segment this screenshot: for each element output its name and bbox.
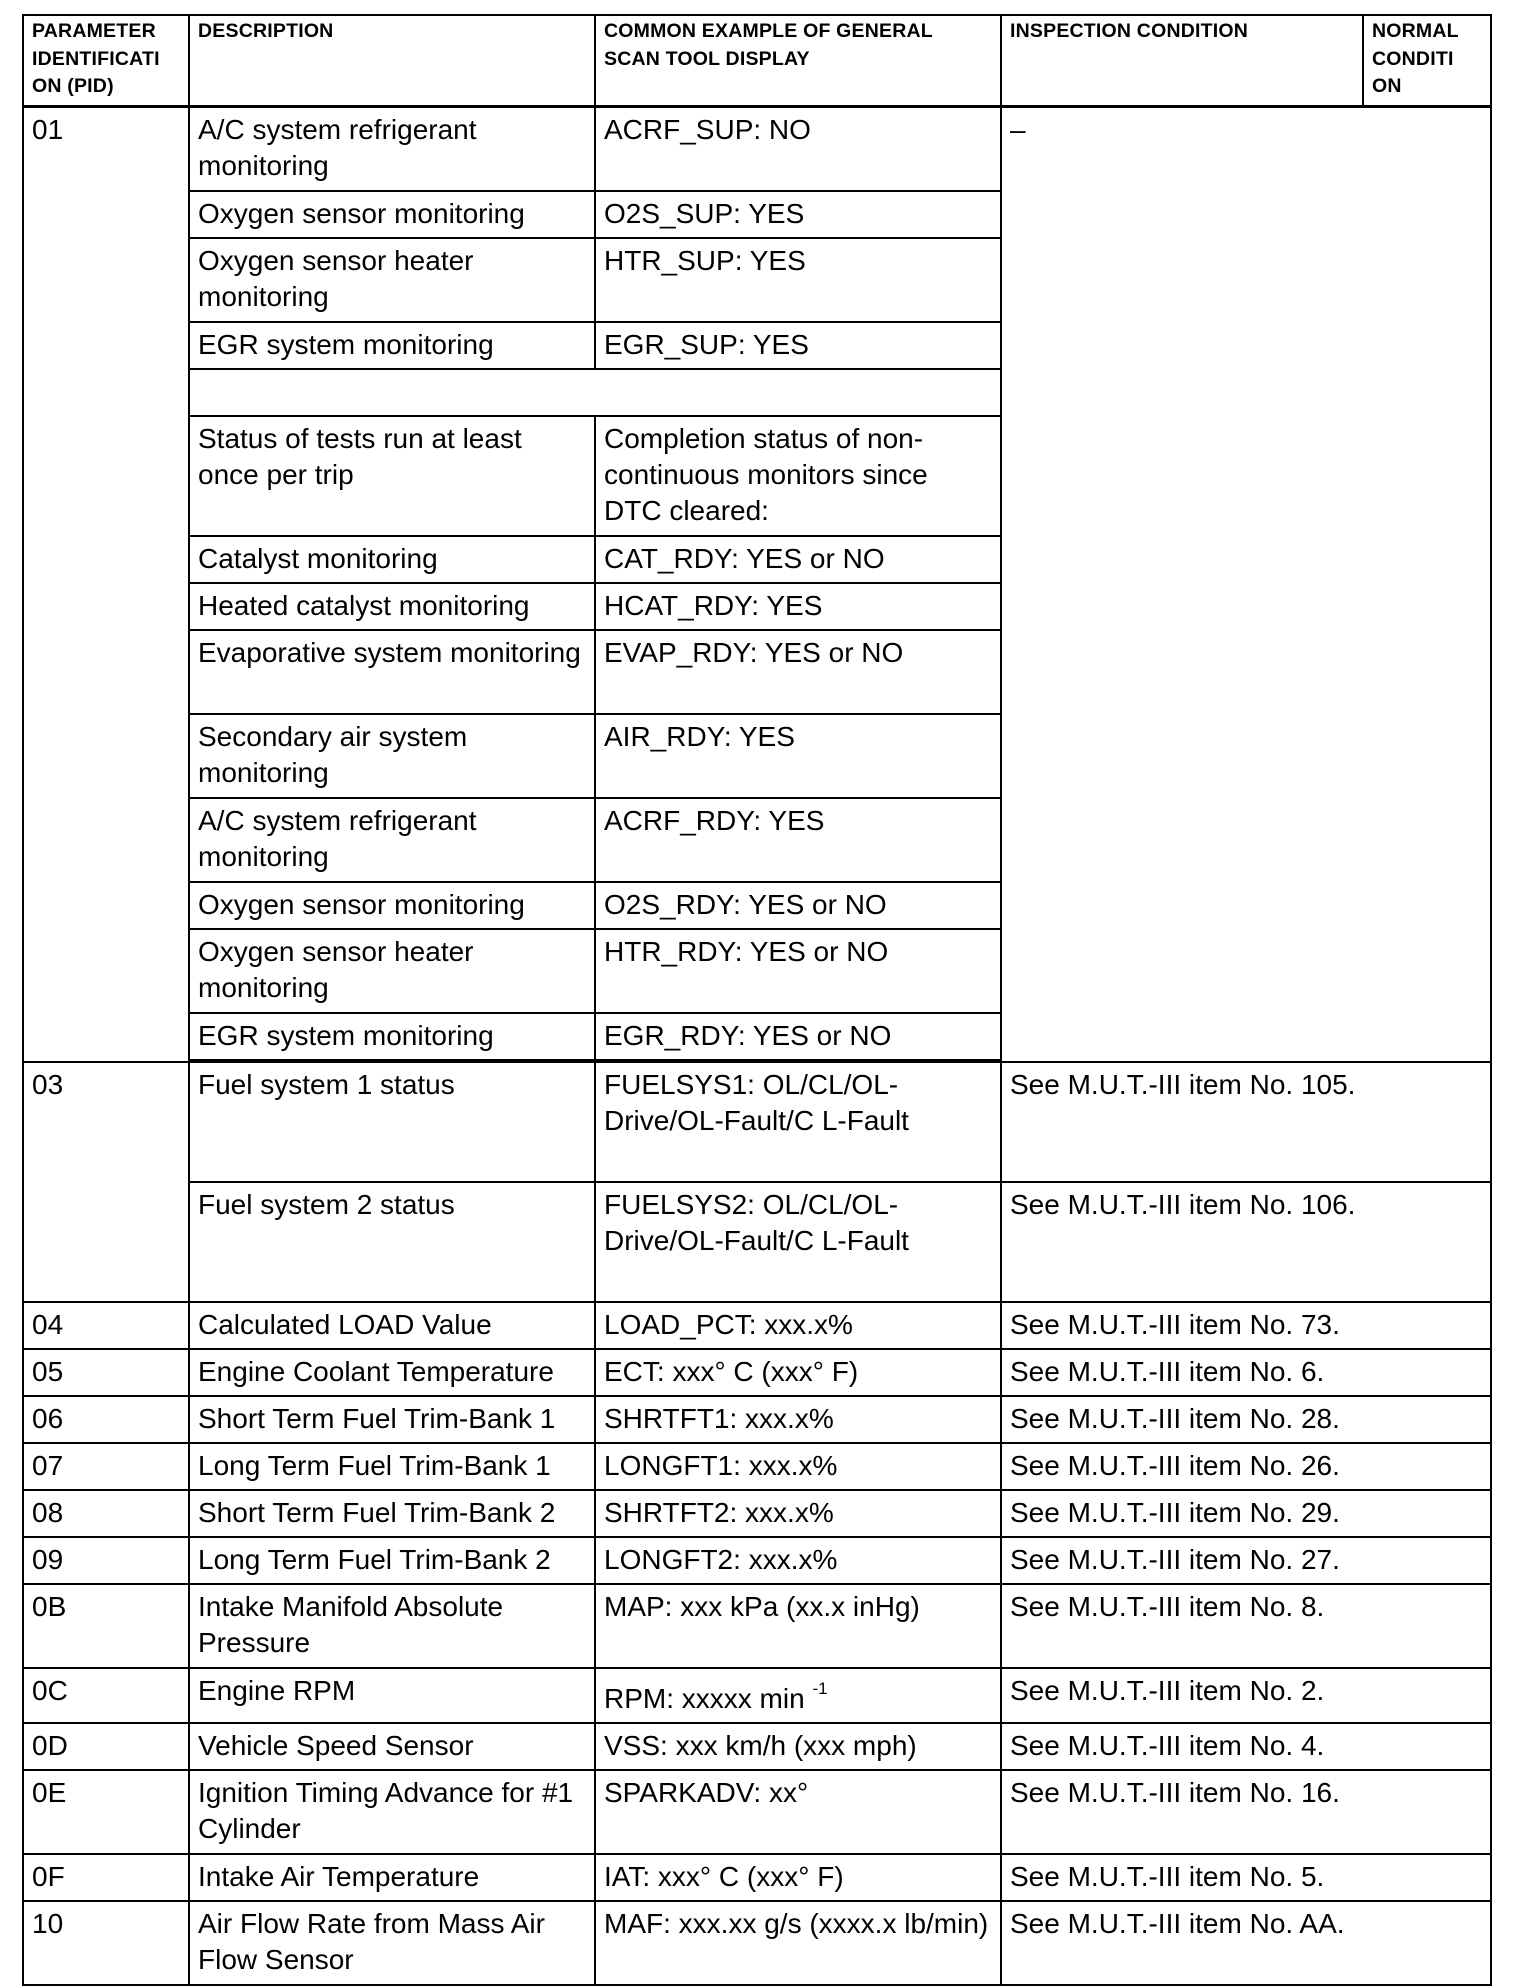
display-cell: HTR_RDY: YES or NO [595,929,1001,1013]
inspection-condition-cell: See M.U.T.-III item No. 29. [1001,1490,1491,1537]
pid-cell: 0C [23,1668,189,1723]
display-cell: LONGFT2: xxx.x% [595,1537,1001,1584]
inspection-condition-cell: See M.U.T.-III item No. 16. [1001,1770,1491,1854]
inspection-condition-cell: See M.U.T.-III item No. 5. [1001,1854,1491,1901]
description-cell: Oxygen sensor monitoring [189,191,595,238]
inspection-condition-cell: See M.U.T.-III item No. AA. [1001,1901,1491,1985]
pid-cell: 10 [23,1901,189,1985]
inspection-condition-cell: See M.U.T.-III item No. 105. [1001,1062,1491,1182]
display-cell: ACRF_RDY: YES [595,798,1001,882]
description-cell: Air Flow Rate from Mass Air Flow Sensor [189,1901,595,1985]
pid-cell: 05 [23,1349,189,1396]
pid-cell: 0B [23,1584,189,1668]
display-cell: SHRTFT1: xxx.x% [595,1396,1001,1443]
display-cell: CAT_RDY: YES or NO [595,536,1001,583]
pid-cell: 09 [23,1537,189,1584]
description-cell: EGR system monitoring [189,1013,595,1060]
description-cell: Oxygen sensor heater monitoring [189,929,595,1013]
header-inspection-condition: INSPECTION CONDITION [1001,15,1363,107]
table-row [23,1668,1491,1723]
table-row [23,1349,1491,1396]
display-superscript: -1 [812,1678,828,1698]
table-row [23,1302,1491,1349]
display-cell: ECT: xxx° C (xxx° F) [595,1349,1001,1396]
description-cell: Intake Air Temperature [189,1854,595,1901]
header-normal-condition: NORMAL CONDITI ON [1363,15,1491,107]
description-cell: Heated catalyst monitoring [189,583,595,630]
table-header-row [23,15,1491,107]
description-cell: Engine Coolant Temperature [189,1349,595,1396]
inspection-condition-cell: See M.U.T.-III item No. 8. [1001,1584,1491,1668]
pid-cell: 04 [23,1302,189,1349]
pid-cell: 08 [23,1490,189,1537]
display-cell: SHRTFT2: xxx.x% [595,1490,1001,1537]
pid-cell: 07 [23,1443,189,1490]
description-cell: Calculated LOAD Value [189,1302,595,1349]
pid-cell: 0E [23,1770,189,1854]
table-row [23,1443,1491,1490]
empty-cell [189,369,1001,416]
display-cell: EGR_RDY: YES or NO [595,1013,1001,1060]
pid-cell: 06 [23,1396,189,1443]
description-cell: Fuel system 2 status [189,1182,595,1302]
display-cell: LOAD_PCT: xxx.x% [595,1302,1001,1349]
inspection-condition-cell: – [1001,107,1491,1062]
display-cell: VSS: xxx km/h (xxx mph) [595,1723,1001,1770]
display-cell: O2S_SUP: YES [595,191,1001,238]
pid-cell: 0D [23,1723,189,1770]
description-cell: EGR system monitoring [189,322,595,369]
description-cell: Fuel system 1 status [189,1062,595,1182]
description-cell: Secondary air system monitoring [189,714,595,798]
display-cell: MAF: xxx.xx g/s (xxxx.x lb/min) [595,1901,1001,1985]
inspection-condition-cell: See M.U.T.-III item No. 28. [1001,1396,1491,1443]
display-cell: ACRF_SUP: NO [595,107,1001,191]
display-cell: Completion status of non-continuous monitors since DTC cleared: [595,416,1001,536]
display-cell: AIR_RDY: YES [595,714,1001,798]
description-cell: Catalyst monitoring [189,536,595,583]
display-cell: MAP: xxx kPa (xx.x inHg) [595,1584,1001,1668]
inspection-condition-cell: See M.U.T.-III item No. 73. [1001,1302,1491,1349]
table-row [23,107,1491,191]
inspection-condition-cell: See M.U.T.-III item No. 27. [1001,1537,1491,1584]
description-cell: Oxygen sensor heater monitoring [189,238,595,322]
inspection-condition-cell: See M.U.T.-III item No. 6. [1001,1349,1491,1396]
display-cell: O2S_RDY: YES or NO [595,882,1001,929]
table-row [23,1396,1491,1443]
display-cell: EVAP_RDY: YES or NO [595,630,1001,714]
table-row [23,1584,1491,1668]
table-row [23,1062,1491,1182]
table-row [23,1537,1491,1584]
table-row [23,1182,1491,1302]
description-cell: Ignition Timing Advance for #1 Cylinder [189,1770,595,1854]
display-cell: FUELSYS2: OL/CL/OL-Drive/OL-Fault/C L-Fault [595,1182,1001,1302]
description-cell: Evaporative system monitoring [189,630,595,714]
description-cell: Engine RPM [189,1668,595,1723]
pid-cell: 01 [23,107,189,1062]
display-cell: FUELSYS1: OL/CL/OL-Drive/OL-Fault/C L-Fault [595,1062,1001,1182]
description-cell: Oxygen sensor monitoring [189,882,595,929]
description-cell: A/C system refrigerant monitoring [189,798,595,882]
description-cell: A/C system refrigerant monitoring [189,107,595,191]
inspection-condition-cell: See M.U.T.-III item No. 106. [1001,1182,1491,1302]
description-cell: Vehicle Speed Sensor [189,1723,595,1770]
description-cell: Short Term Fuel Trim-Bank 1 [189,1396,595,1443]
description-cell: Intake Manifold Absolute Pressure [189,1584,595,1668]
header-display: COMMON EXAMPLE OF GENERAL SCAN TOOL DISPLAY [595,15,1001,107]
inspection-condition-cell: See M.U.T.-III item No. 2. [1001,1668,1491,1723]
inspection-condition-cell: See M.U.T.-III item No. 26. [1001,1443,1491,1490]
table-row [23,1901,1491,1985]
table-row [23,1723,1491,1770]
display-cell: EGR_SUP: YES [595,322,1001,369]
pid-parameter-table [22,14,1492,1986]
display-cell [595,1668,1001,1723]
display-cell: HCAT_RDY: YES [595,583,1001,630]
display-cell: LONGFT1: xxx.x% [595,1443,1001,1490]
description-cell: Long Term Fuel Trim-Bank 2 [189,1537,595,1584]
display-cell: IAT: xxx° C (xxx° F) [595,1854,1001,1901]
display-cell: HTR_SUP: YES [595,238,1001,322]
description-cell: Long Term Fuel Trim-Bank 1 [189,1443,595,1490]
table-row [23,1854,1491,1901]
inspection-condition-cell: See M.U.T.-III item No. 4. [1001,1723,1491,1770]
description-cell: Short Term Fuel Trim-Bank 2 [189,1490,595,1537]
table-row [23,1770,1491,1854]
display-cell: SPARKADV: xx° [595,1770,1001,1854]
table-row [23,1490,1491,1537]
pid-cell: 03 [23,1062,189,1302]
display-text: RPM: xxxxx min [604,1682,805,1714]
header-pid: PARAMETER IDENTIFICATI ON (PID) [23,15,189,107]
description-cell: Status of tests run at least once per trip [189,416,595,536]
pid-cell: 0F [23,1854,189,1901]
header-description: DESCRIPTION [189,15,595,107]
